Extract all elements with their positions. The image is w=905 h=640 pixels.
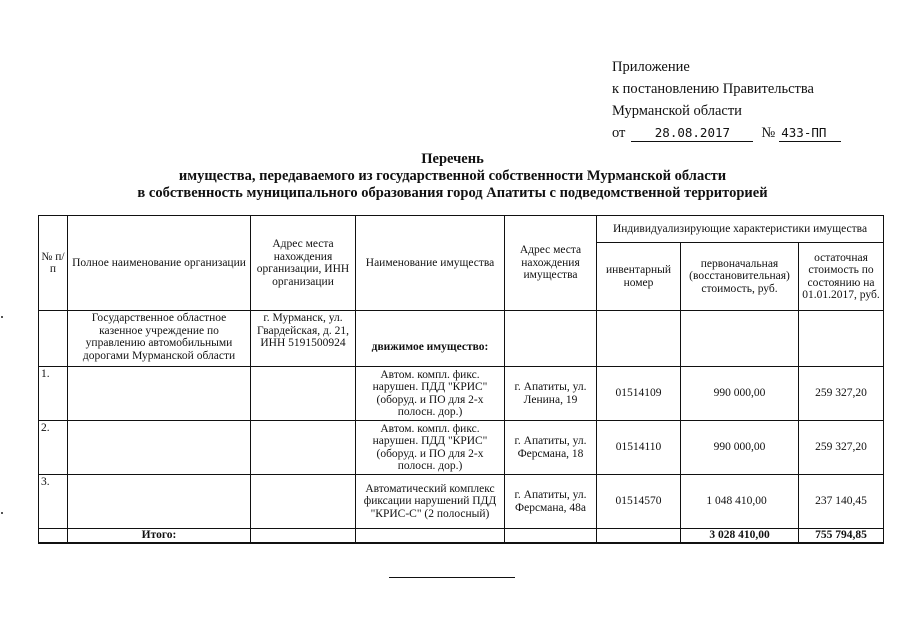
total-empty-3 — [505, 529, 597, 543]
row-inventory: 01514570 — [597, 475, 681, 529]
scan-mark — [1, 512, 3, 514]
appendix-resolution: к постановлению Правительства — [612, 81, 814, 97]
total-label: Итого: — [68, 529, 251, 543]
title-line-3: в собственность муниципального образования город Апатиты с подведомственной территорией — [137, 185, 768, 201]
date-prefix: от — [612, 125, 626, 141]
header-residual-cost: остаточная стоимость по состоянию на 01.01.2017, руб. — [799, 243, 884, 311]
row-initial-cost: 990 000,00 — [681, 367, 799, 421]
scan-mark — [1, 316, 3, 318]
table-row — [39, 367, 884, 421]
resolution-date: 28.08.2017 — [631, 125, 753, 142]
org-name-cell: Государственное областное казенное учреждение по управлению автомобильными дорогами Мурманской области — [68, 311, 251, 367]
org-row-num — [39, 311, 68, 367]
org-row-empty-2 — [597, 311, 681, 367]
row-residual-cost: 259 327,20 — [799, 367, 884, 421]
total-num-cell — [39, 529, 68, 543]
header-org-name: Полное наименование организации — [68, 216, 251, 311]
total-residual-cost: 755 794,85 — [799, 529, 884, 543]
header-initial-cost: первоначальная (восстановительная) стоимость, руб. — [681, 243, 799, 311]
appendix-date-line — [612, 122, 882, 144]
row-org-address — [251, 367, 356, 421]
row-org-address — [251, 475, 356, 529]
header-inventory: инвентарный номер — [597, 243, 681, 311]
row-inventory: 01514109 — [597, 367, 681, 421]
org-row-empty-4 — [799, 311, 884, 367]
row-property-name: Автом. компл. фикс. нарушен. ПДД "КРИС"(оборуд. и ПО для 2-х полосн. дор.) — [356, 367, 505, 421]
row-inventory: 01514110 — [597, 421, 681, 475]
title-line-1: Перечень — [421, 151, 484, 167]
total-row — [39, 529, 884, 543]
property-table — [38, 215, 884, 544]
org-row-empty-1 — [505, 311, 597, 367]
table-row — [39, 475, 884, 529]
row-number: 3. — [39, 475, 68, 529]
header-characteristics-group: Индивидуализирующие характеристики имущества — [597, 216, 884, 243]
row-org-name — [68, 475, 251, 529]
row-org-address — [251, 421, 356, 475]
organization-row — [39, 311, 884, 367]
row-property-name: Автом. компл. фикс. нарушен. ПДД "КРИС"(оборуд. и ПО для 2-х полосн. дор.) — [356, 421, 505, 475]
row-org-name — [68, 421, 251, 475]
header-row-1 — [39, 216, 884, 243]
row-initial-cost: 990 000,00 — [681, 421, 799, 475]
header-property-address: Адрес места нахождения имущества — [505, 216, 597, 311]
row-property-address: г. Апатиты, ул. Ферсмана, 48а — [505, 475, 597, 529]
row-number: 1. — [39, 367, 68, 421]
document-title — [0, 151, 905, 202]
header-num: № п/п — [39, 216, 68, 311]
row-initial-cost: 1 048 410,00 — [681, 475, 799, 529]
row-property-name: Автоматический комплекс фиксации нарушений ПДД "КРИС-С" (2 полосный) — [356, 475, 505, 529]
table-row — [39, 421, 884, 475]
row-residual-cost: 259 327,20 — [799, 421, 884, 475]
number-prefix: № — [761, 125, 776, 141]
row-org-name — [68, 367, 251, 421]
row-property-address: г. Апатиты, ул. Ферсмана, 18 — [505, 421, 597, 475]
total-empty-4 — [597, 529, 681, 543]
row-residual-cost: 237 140,45 — [799, 475, 884, 529]
header-property-name: Наименование имущества — [356, 216, 505, 311]
header-org-address: Адрес места нахождения организации, ИНН организации — [251, 216, 356, 311]
movable-property-label: движимое имущество: — [356, 311, 505, 367]
row-property-address: г. Апатиты, ул. Ленина, 19 — [505, 367, 597, 421]
title-line-2: имущества, передаваемого из государственной собственности Мурманской области — [178, 168, 727, 184]
org-row-empty-3 — [681, 311, 799, 367]
total-empty-1 — [251, 529, 356, 543]
row-number: 2. — [39, 421, 68, 475]
resolution-number: 433-ПП — [779, 125, 841, 142]
org-address-cell: г. Мурманск, ул. Гвардейская, д. 21, ИНН 5191500924 — [251, 311, 356, 367]
appendix-region: Мурманской области — [612, 103, 742, 119]
closing-rule — [389, 577, 515, 578]
appendix-block — [612, 56, 882, 144]
total-initial-cost: 3 028 410,00 — [681, 529, 799, 543]
appendix-title: Приложение — [612, 59, 690, 75]
total-empty-2 — [356, 529, 505, 543]
